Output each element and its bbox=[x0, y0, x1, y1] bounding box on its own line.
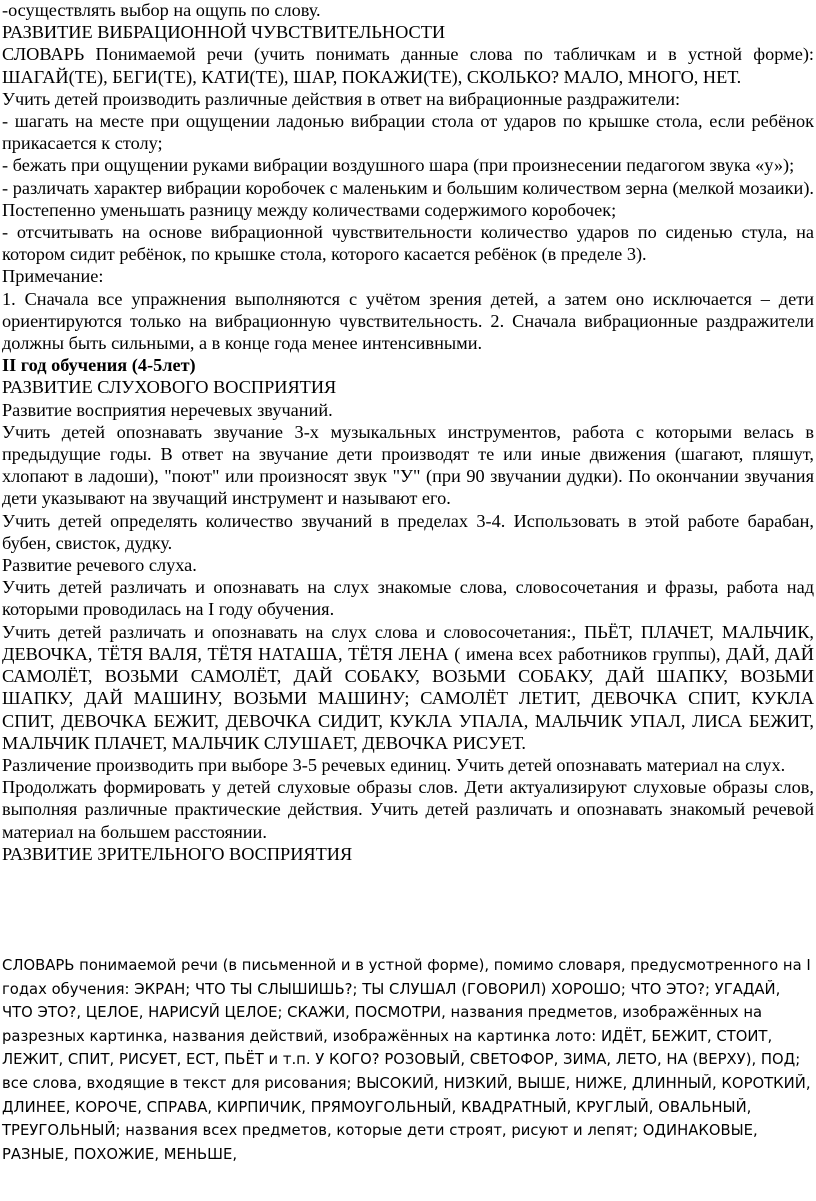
subsection-heading: Развитие речевого слуха. bbox=[2, 555, 197, 576]
paragraph: Учить детей производить различные действия в ответ на вибрационные раздражители: bbox=[2, 88, 681, 109]
list-item: - отсчитывать на основе вибрационной чувствительности количество ударов по сиденью стула, на котором сидит ребёнок, по крышке стола, которого касается ребёнок (в пределе 3). bbox=[2, 222, 814, 265]
paragraph: 1. Сначала все упражнения выполняются с учётом зрения детей, а затем оно исключается – дети ориентируются только на вибрационную чувствительность. 2. Сначала вибрационные раздражители должны быть сильными, а в конце года менее интенсивными. bbox=[2, 288, 814, 354]
paragraph: Учить детей различать и опознавать на слух слова и словосочетания:, ПЬЁТ, ПЛАЧЕТ, МАЛЬЧИК, ДЕВОЧКА, ТЁТЯ ВАЛЯ, ТЁТЯ НАТАША, ТЁТЯ ЛЕНА ( имена всех работников группы), ДАЙ, ДАЙ САМОЛЁТ, ВОЗЬМИ САМОЛЁТ, ДАЙ СОБАКУ, ВОЗЬМИ СОБАКУ, ДАЙ ШАПКУ, ВОЗЬМИ ШАПКУ, ДАЙ МАШИНУ, ВОЗЬМИ МАШИНУ; САМОЛЁТ ЛЕТИТ, ДЕВОЧКА СПИТ, КУКЛА СПИТ, ДЕВОЧКА БЕЖИТ, ДЕВОЧКА СИДИТ, КУКЛА УПАЛА, МАЛЬЧИК УПАЛ, ЛИСА БЕЖИТ, МАЛЬЧИК ПЛАЧЕТ, МАЛЬЧИК СЛУШАЕТ, ДЕВОЧКА РИСУЕТ. bbox=[2, 621, 814, 753]
paragraph: Учить детей опознавать звучание 3-х музыкальных инструментов, работа с которыми велась в предыдущие годы. В ответ на звучание дети производят те или иные движения (шагают, пляшут, хлопают в ладоши), "поют" или произносят звук "У" (при 90 звучании дудки). По окончании звучания дети указывают на звучащий инструмент и называют его. bbox=[2, 421, 814, 509]
section-heading: РАЗВИТИЕ СЛУХОВОГО ВОСПРИЯТИЯ bbox=[2, 377, 337, 398]
paragraph: Различение производить при выборе 3-5 речевых единиц. Учить детей опознавать материал на слух. bbox=[2, 754, 786, 775]
text-line: -осуществлять выбор на ощупь по слову. bbox=[2, 0, 321, 20]
paragraph: СЛОВАРЬ Понимаемой речи (учить понимать данные слова по табличкам и в устной форме): ШАГАЙ(ТЕ), БЕГИ(ТЕ), КАТИ(ТЕ), ШАР, ПОКАЖИ(ТЕ), СКОЛЬКО? МАЛО, МНОГО, НЕТ. bbox=[2, 44, 814, 87]
vocabulary-paragraph: СЛОВАРЬ понимаемой речи (в письменной и в устной форме), помимо словаря, предусмотренного на I годах обучения: ЭКРАН; ЧТО ТЫ СЛЫШИШЬ?; ТЫ СЛУШАЛ (ГОВОРИЛ) ХОРОШО; ЧТО ЭТО?; УГАДАЙ, ЧТО ЭТО?, ЦЕЛОЕ, НАРИСУЙ ЦЕЛОЕ; СКАЖИ, ПОСМОТРИ, названия предметов, изображённых на разрезных картинка, названия действий, изображённых на картинка лото: ИДЁТ, БЕЖИТ, СТОИТ, ЛЕЖИТ, СПИТ, РИСУЕТ, ЕСТ, ПЬЁТ и т.п. У КОГО? РОЗОВЫЙ, СВЕТОФОР, ЗИМА, ЛЕТО, НА (ВЕРХУ), ПОД; все слова, входящие в текст для рисования; ВЫСОКИЙ, НИЗКИЙ, ВЫШЕ, НИЖЕ, ДЛИННЫЙ, КОРОТКИЙ, ДЛИНЕЕ, КОРОЧЕ, СПРАВА, КИРПИЧИК, ПРЯМОУГОЛЬНЫЙ, КВАДРАТНЫЙ, КРУГЛЫЙ, ОВАЛЬНЫЙ, ТРЕУГОЛЬНЫЙ; названия всех предметов, которые дети строят, рисуют и лепят; ОДИНАКОВЫЕ, РАЗНЫЕ, ПОХОЖИЕ, МЕНЬШЕ, bbox=[2, 957, 811, 1163]
section-heading: РАЗВИТИЕ ВИБРАЦИОННОЙ ЧУВСТВИТЕЛЬНОСТИ bbox=[2, 22, 446, 43]
note-label: Примечание: bbox=[2, 266, 104, 287]
paragraph: Продолжать формировать у детей слуховые образы слов. Дети актуализируют слуховые образы слов, выполняя различные практические действия. Учить детей различать и опознавать знакомый речевой материал на большем расстоянии. bbox=[2, 777, 814, 842]
list-item: - бежать при ощущении руками вибрации воздушного шара (при произнесении педагогом звука «у»); bbox=[2, 155, 795, 176]
document-body bbox=[2, 0, 814, 865]
section-heading: РАЗВИТИЕ ЗРИТЕЛЬНОГО ВОСПРИЯТИЯ bbox=[2, 843, 353, 864]
paragraph: Учить детей различать и опознавать на слух знакомые слова, словосочетания и фразы, работа над которыми проводилась на I году обучения. bbox=[2, 577, 814, 620]
paragraph: Учить детей определять количество звучаний в пределах 3-4. Использовать в этой работе барабан, бубен, свисток, дудку. bbox=[2, 510, 814, 553]
list-item: - шагать на месте при ощущении ладонью вибрации стола от ударов по крышке стола, если ребёнок прикасается к столу; bbox=[2, 111, 814, 154]
subsection-heading: Развитие восприятия неречевых звучаний. bbox=[2, 399, 333, 420]
list-item: - различать характер вибрации коробочек с маленьким и большим количеством зерна (мелкой мозаики). Постепенно уменьшать разницу между количествами содержимого коробочек; bbox=[2, 177, 814, 220]
year-heading: II год обучения (4-5лет) bbox=[2, 355, 196, 376]
